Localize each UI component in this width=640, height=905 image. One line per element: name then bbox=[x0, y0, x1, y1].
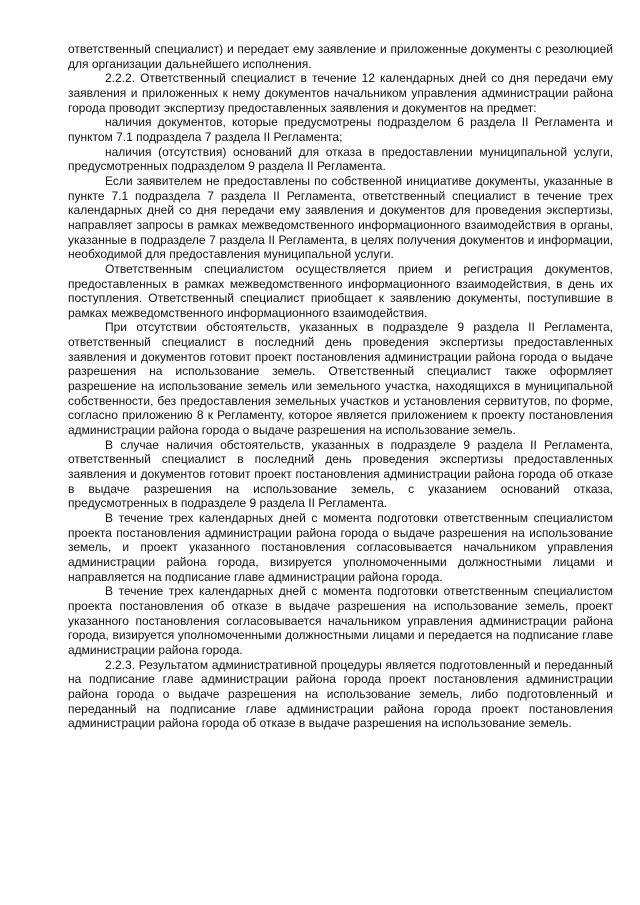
paragraph-2-2-2: 2.2.2. Ответственный специалист в течение 12 календарных дней со дня передачи ему заявления и приложенных к нему документов начальником управления администрации района города проводит экспертизу предоставленных заявления и документов на предмет: bbox=[68, 71, 613, 115]
paragraph-refusal-draft: В случае наличия обстоятельств, указанных в подразделе 9 раздела II Регламента, ответственный специалист в последний день проведения экспертизы предоставленных заявления и документов готовит проект постановления администрации района города об отказе в выдаче разрешения на использование земель, с указанием оснований отказа, предусмотренных в подразделе 9 раздела II Регламента. bbox=[68, 437, 613, 511]
paragraph-2-2-3-result: 2.2.3. Результатом административной процедуры является подготовленный и переданный на подписание главе администрации района города проект постановления администрации района города о выдаче разрешения на использование земель, либо подготовленный и переданный на подписание главе администрации района города проект постановления администрации района города об отказе в выдаче разрешения на использование земель. bbox=[68, 657, 613, 731]
document-page bbox=[68, 42, 613, 731]
paragraph-continuation: ответственный специалист) и передает ему заявление и приложенные документы с резолюцией для организации дальнейшего исполнения. bbox=[68, 42, 613, 71]
paragraph-permit-approval: В течение трех календарных дней с момента подготовки ответственным специалистом проекта постановления администрации района города о выдаче разрешения на использование земель, и проект указанного постановления согласовывается начальником управления администрации района города, визируется уполномоченными должностными лицами и направляется на подписание главе администрации района города. bbox=[68, 511, 613, 584]
paragraph-document-registration: Ответственным специалистом осуществляется прием и регистрация документов, предоставленных в рамках межведомственного информационного взаимодействия, в день их поступления. Ответственный специалист приобщает к заявлению документы, поступившие в рамках межведомственного информационного взаимодействия. bbox=[68, 261, 613, 320]
paragraph-interagency-requests: Если заявителем не предоставлены по собственной инициативе документы, указанные в пункте 7.1 подраздела 7 раздела II Регламента, ответственный специалист в течение трех календарных дней со дня передачи ему заявления и документов для проведения экспертизы, направляет запросы в рамках межведомственного информационного взаимодействия в органы, указанные в подразделе 7 раздела II Регламента, в целях получения документов и информации, необходимой для предоставления муниципальной услуги. bbox=[68, 173, 613, 262]
paragraph-item-documents: наличия документов, которые предусмотрены подразделом 6 раздела II Регламента и пунктом 7.1 подраздела 7 раздела II Регламента; bbox=[68, 115, 613, 144]
paragraph-refusal-approval: В течение трех календарных дней с момента подготовки ответственным специалистом проекта постановления об отказе в выдаче разрешения на использование земель, проект указанного постановления согласовывается начальником управления администрации района города, визируется уполномоченными должностными лицами и передается на подписание главе администрации района города. bbox=[68, 584, 613, 657]
paragraph-item-refusal-grounds: наличия (отсутствия) оснований для отказа в предоставлении муниципальной услуги, предусмотренных подразделом 9 раздела II Регламента. bbox=[68, 144, 613, 174]
paragraph-permit-draft: При отсутствии обстоятельств, указанных в подразделе 9 раздела II Регламента, ответственный специалист в последний день проведения экспертизы предоставленных заявления и документов готовит проект постановления администрации района города о выдаче разрешения на использование земель. Ответственный специалист также оформляет разрешение на использование земель или земельного участка, находящихся в муниципальной собственности, без предоставления земельных участков и установления сервитутов, по форме, согласно приложению 8 к Регламенту, которое является приложением к проекту постановления администрации района города о выдаче разрешения на использование земель. bbox=[68, 320, 613, 438]
